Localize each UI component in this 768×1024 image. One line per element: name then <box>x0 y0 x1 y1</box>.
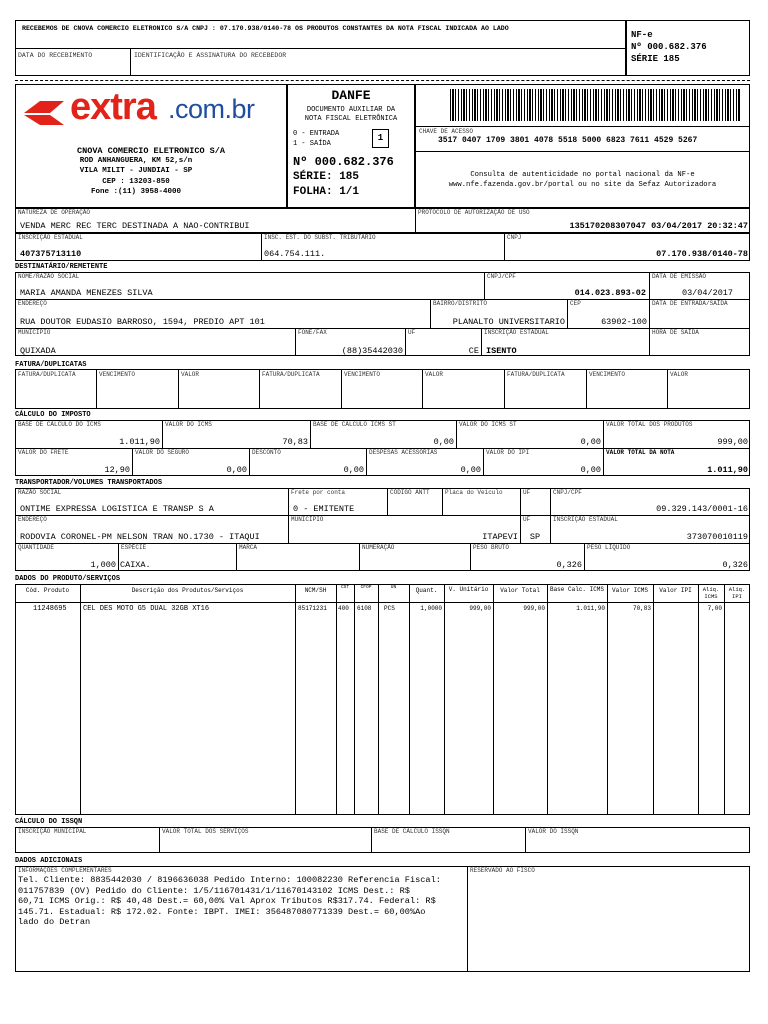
col-total: Valor Total <box>500 587 540 594</box>
adicionais-titulo: DADOS ADICIONAIS <box>15 857 83 865</box>
chave-consulta1: Consulta de autenticidade no portal nacional da NF-e <box>470 171 695 179</box>
fatura-label-1: FATURA/DUPLICATA <box>18 371 76 378</box>
icms-st-label: VALOR DO ICMS ST <box>459 421 517 428</box>
barcode <box>450 89 740 121</box>
col-un: UN <box>390 585 397 590</box>
transp-cnpj-label: CNPJ/CPF <box>553 489 582 496</box>
col-valor-icms: Valor ICMS <box>611 587 648 594</box>
base-st: 0,00 <box>433 437 454 447</box>
fatura-label-6: VALOR <box>425 371 444 378</box>
issqn-label-3: BASE DE CÁLCULO ISSQN <box>374 828 450 835</box>
seguro: 0,00 <box>226 465 247 475</box>
desconto: 0,00 <box>343 465 364 475</box>
cnpj-valor: 07.170.938/0140-78 <box>656 249 748 259</box>
item-aliq-icms: 7,00 <box>707 605 722 612</box>
col-unitario: V. Unitário <box>448 586 489 593</box>
imposto-titulo: CÁLCULO DO IMPOSTO <box>15 411 91 419</box>
dest-cep-label: CEP <box>570 300 581 307</box>
info-linha-1: Tel. Cliente: 8835442030 / 8196636038 Pedido Interno: 100082230 Referencia Fiscal: <box>18 875 441 885</box>
valor-icms-label: VALOR DO ICMS <box>165 421 212 428</box>
dest-nome-label: NOME/RAZÃO SOCIAL <box>18 273 80 280</box>
item-un: PCS <box>384 605 395 612</box>
extra-logo-text: extra <box>70 86 156 128</box>
dest-fone: (88)35442030 <box>341 346 403 356</box>
quantidade: 1,000 <box>90 560 116 570</box>
transp-frete: 0 - EMITENTE <box>293 504 355 514</box>
danfe-numero: Nº 000.682.376 <box>293 155 394 169</box>
base-icms-label: BASE DE CÁLCULO DO ICMS <box>18 421 101 428</box>
emitente-endereco: ROD ANHANGUERA, KM 52,s/n <box>79 157 193 165</box>
emitente-nome: CNOVA COMERCIO ELETRONICO S/A <box>77 146 225 156</box>
canhoto-texto: RECEBEMOS DE CNOVA COMERCIO ELETRONICO S/A CNPJ : 07.170.938/0140-78 OS PRODUTOS CONSTANTES DA NOTA FISCAL INDICADA AO LADO <box>22 25 509 32</box>
especie-label: ESPÉCIE <box>121 544 147 551</box>
frete: 12,90 <box>104 465 130 475</box>
destinatario-titulo: DESTINATÁRIO/REMETENTE <box>15 263 108 271</box>
peso-liquido-label: PESO LÍQUIDO <box>587 544 631 551</box>
transp-endereco: RODOVIA CORONEL-PM NELSON TRAN NO.1730 - ITAQUI <box>20 532 260 542</box>
chave-valor: 3517 0407 1709 3801 4078 5518 5000 6823 7611 4529 5267 <box>438 136 698 145</box>
chave-consulta2: www.nfe.fazenda.gov.br/portal ou no site da Sefaz Autorizadora <box>448 181 717 189</box>
danfe-entrada: 0 - ENTRADA <box>293 130 340 138</box>
peso-liquido: 0,326 <box>722 560 748 570</box>
ie-label: INSCRIÇÃO ESTADUAL <box>18 234 83 241</box>
item-cfop: 6108 <box>357 605 372 612</box>
seguro-label: VALOR DO SEGURO <box>135 449 190 456</box>
protocolo-label: PROTOCOLO DE AUTORIZAÇÃO DE USO <box>418 209 530 216</box>
data-recebimento-label: DATA DO RECEBIMENTO <box>18 52 93 59</box>
frete-label: VALOR DO FRETE <box>18 449 69 456</box>
item-base: 1.011,90 <box>576 605 605 612</box>
item-quant: 1,0000 <box>420 605 442 612</box>
info-linha-4: 145.71. Estadual: R$ 172.02. Fonte: IBPT. IMEI: 356487080771339 Dest.= 60,00%Ao <box>18 906 426 917</box>
ipi-label: VALOR DO IPI <box>486 449 530 456</box>
dest-entrada-label: DATA DE ENTRADA/SAÍDA <box>652 300 728 307</box>
transp-municipio: ITAPEVI <box>482 532 518 542</box>
cnpj-label: CNPJ <box>507 234 522 241</box>
item-descricao: CEL DES MOTO G5 DUAL 32GB XT16 <box>83 605 210 613</box>
base-st-label: BASE DE CÁLCULO ICMS ST <box>313 421 396 428</box>
canhoto-numero: Nº 000.682.376 <box>631 42 707 52</box>
danfe-titulo: DANFE <box>331 88 371 103</box>
dest-fone-label: FONE/FAX <box>298 329 327 336</box>
transp-uf-label: UF <box>523 489 531 496</box>
peso-bruto-label: PESO BRUTO <box>473 544 510 551</box>
fisco-label: RESERVADO AO FISCO <box>470 867 535 874</box>
fatura-titulo: FATURA/DUPLICATAS <box>15 361 87 369</box>
iest-valor: 064.754.111. <box>264 249 326 259</box>
issqn-titulo: CÁLCULO DO ISSQN <box>15 818 83 826</box>
emitente-cidade: VILA MILIT - JUNDIAI - SP <box>79 167 193 175</box>
fatura-label-4: FATURA/DUPLICATA <box>262 371 320 378</box>
extra-logo <box>20 86 275 132</box>
info-complementares <box>18 875 464 928</box>
emitente-cep: CEP : 13203-850 <box>102 178 170 186</box>
total-nota: 1.011,90 <box>707 465 748 475</box>
transp-antt-label: CÓDIGO ANTT <box>390 489 430 496</box>
transp-razao: ONTIME EXPRESSA LOGISTICA E TRANSP S A <box>20 504 214 514</box>
transp-cnpj: 09.329.143/0001-16 <box>656 504 748 514</box>
issqn-label-1: INSCRIÇÃO MUNICIPAL <box>18 828 87 835</box>
col-quant: Quant. <box>415 587 438 594</box>
marca-label: MARCA <box>239 544 258 551</box>
despesas: 0,00 <box>460 465 481 475</box>
valor-icms: 70,83 <box>282 437 308 447</box>
chave-label: CHAVE DE ACESSO <box>419 128 474 135</box>
fatura-label-7: FATURA/DUPLICATA <box>507 371 565 378</box>
dest-cpf: 014.023.893-02 <box>574 288 646 298</box>
dest-ie: ISENTO <box>486 346 517 356</box>
item-unit: 999,00 <box>469 605 491 612</box>
col-cst: CST <box>340 585 350 590</box>
fatura-label-5: VENCIMENTO <box>344 371 381 378</box>
transp-uf2-label: UF <box>523 516 531 523</box>
protocolo-valor: 135170208307047 03/04/2017 20:32:47 <box>569 221 748 231</box>
dest-uf-label: UF <box>408 329 416 336</box>
item-icms: 70,83 <box>632 605 651 612</box>
desconto-label: DESCONTO <box>252 449 281 456</box>
danfe-folha: FOLHA: 1/1 <box>293 186 360 198</box>
info-linha-2: 011757839 (OV) Pedido do Cliente: 1/5/116701431/1/11670143102 ICMS Dest.: R$ <box>18 885 410 896</box>
info-linha-5: lado do Detran <box>18 917 91 927</box>
canhoto-nfe: NF-e <box>631 30 653 40</box>
total-produtos-label: VALOR TOTAL DOS PRODUTOS <box>606 421 693 428</box>
transp-razao-label: RAZÃO SOCIAL <box>18 489 62 496</box>
transp-ie: 373070010119 <box>686 532 748 542</box>
dest-nome: MARIA AMANDA MENEZES SILVA <box>20 288 153 298</box>
quantidade-label: QUANTIDADE <box>18 544 55 551</box>
col-descricao: Descrição dos Produtos/Serviços <box>131 587 244 594</box>
produtos-titulo: DADOS DO PRODUTO/SERVIÇOS <box>15 575 121 583</box>
dest-municipio-label: MUNICÍPIO <box>18 329 51 336</box>
item-total: 999,00 <box>523 605 545 612</box>
dest-cpf-label: CNPJ/CPF <box>487 273 516 280</box>
col-cfop: CFOP <box>360 585 372 590</box>
fatura-label-9: VALOR <box>670 371 689 378</box>
total-produtos: 999,00 <box>717 437 748 447</box>
emitente-fone: Fone :(11) 3958-4000 <box>90 188 181 196</box>
col-ncm: NCM/SH <box>304 587 327 594</box>
dest-emissao-label: DATA DE EMISSÃO <box>652 273 707 280</box>
ie-valor: 407375713110 <box>20 249 82 259</box>
info-label: INFORMAÇÕES COMPLEMENTARES <box>18 867 112 874</box>
ipi: 0,00 <box>580 465 601 475</box>
canhoto-serie: SÉRIE 185 <box>631 54 680 64</box>
col-aliq-ipi: Alíq. IPI <box>728 586 746 600</box>
issqn-label-2: VALOR TOTAL DOS SERVIÇOS <box>162 828 249 835</box>
dest-cep: 63902-100 <box>601 317 647 327</box>
dest-bairro-label: BAIRRO/DISTRITO <box>433 300 488 307</box>
issqn-label-4: VALOR DO ISSQN <box>528 828 579 835</box>
transp-endereco-label: ENDEREÇO <box>18 516 47 523</box>
col-aliq-icms: Alíq. ICMS <box>702 586 720 600</box>
icms-st: 0,00 <box>580 437 601 447</box>
col-base: Base Calc. ICMS <box>549 586 604 593</box>
extra-logo-domain: .com.br <box>168 94 255 124</box>
extra-logo-icon <box>20 95 68 129</box>
despesas-label: DESPESAS ACESSÓRIAS <box>369 449 438 456</box>
numeracao-label: NUMERAÇÃO <box>362 544 395 551</box>
item-ncm: 85171231 <box>298 605 327 612</box>
dest-bairro: PLANALTO UNIVERSITARIO <box>452 317 565 327</box>
peso-bruto: 0,326 <box>556 560 582 570</box>
transp-frete-label: Frete por conta <box>291 489 346 496</box>
natureza-label: NATUREZA DE OPERAÇÃO <box>18 209 91 216</box>
danfe-tipo: 1 <box>372 129 389 148</box>
total-nota-label: VALOR TOTAL DA NOTA <box>606 449 675 456</box>
danfe-sub2: NOTA FISCAL ELETRÔNICA <box>304 115 398 123</box>
transp-ie-label: INSCRIÇÃO ESTADUAL <box>553 516 618 523</box>
info-linha-3: 60,71 ICMS Orig.: R$ 40,48 Dest.= 60,00% Val Aprox Tributos R$317.74. Federal: R$ <box>18 896 436 906</box>
transp-municipio-label: MUNICÍPIO <box>291 516 324 523</box>
dest-endereco: RUA DOUTOR EUDASIO BARROSO, 1594, PREDIO APT 101 <box>20 317 265 327</box>
col-codigo: Cód. Produto <box>25 587 70 594</box>
fatura-label-2: VENCIMENTO <box>99 371 136 378</box>
fatura-label-3: VALOR <box>181 371 200 378</box>
fatura-label-8: VENCIMENTO <box>589 371 626 378</box>
item-cst: 400 <box>338 605 349 612</box>
base-icms: 1.011,90 <box>119 437 160 447</box>
especie: CAIXA. <box>120 560 151 570</box>
transp-placa-label: Placa do Veículo <box>445 489 503 496</box>
danfe-saida: 1 - SAÍDA <box>293 140 331 148</box>
natureza-valor: VENDA MERC REC TERC DESTINADA A NAO-CONTRIBUI <box>20 221 250 231</box>
danfe-serie: SÉRIE: 185 <box>293 171 360 183</box>
dest-endereco-label: ENDEREÇO <box>18 300 47 307</box>
dest-ie-label: INSCRIÇÃO ESTADUAL <box>484 329 549 336</box>
dest-emissao: 03/04/2017 <box>681 288 733 298</box>
danfe-sub1: DOCUMENTO AUXILIAR DA <box>306 106 396 114</box>
dest-hora-label: HORA DE SAÍDA <box>652 329 699 336</box>
dest-municipio: QUIXADA <box>20 346 56 356</box>
transp-uf: SP <box>529 532 541 542</box>
transportador-titulo: TRANSPORTADOR/VOLUMES TRANSPORTADOS <box>15 479 163 487</box>
identificacao-label: IDENTIFICAÇÃO E ASSINATURA DO RECEBEDOR <box>134 52 287 59</box>
col-ipi: Valor IPI <box>659 587 692 594</box>
item-codigo: 11248695 <box>33 605 67 613</box>
dest-uf: CE <box>468 346 479 356</box>
iest-label: INSC. EST. DO SUBST. TRIBUTÁRIO <box>264 234 376 241</box>
produtos-tabela <box>15 584 750 815</box>
